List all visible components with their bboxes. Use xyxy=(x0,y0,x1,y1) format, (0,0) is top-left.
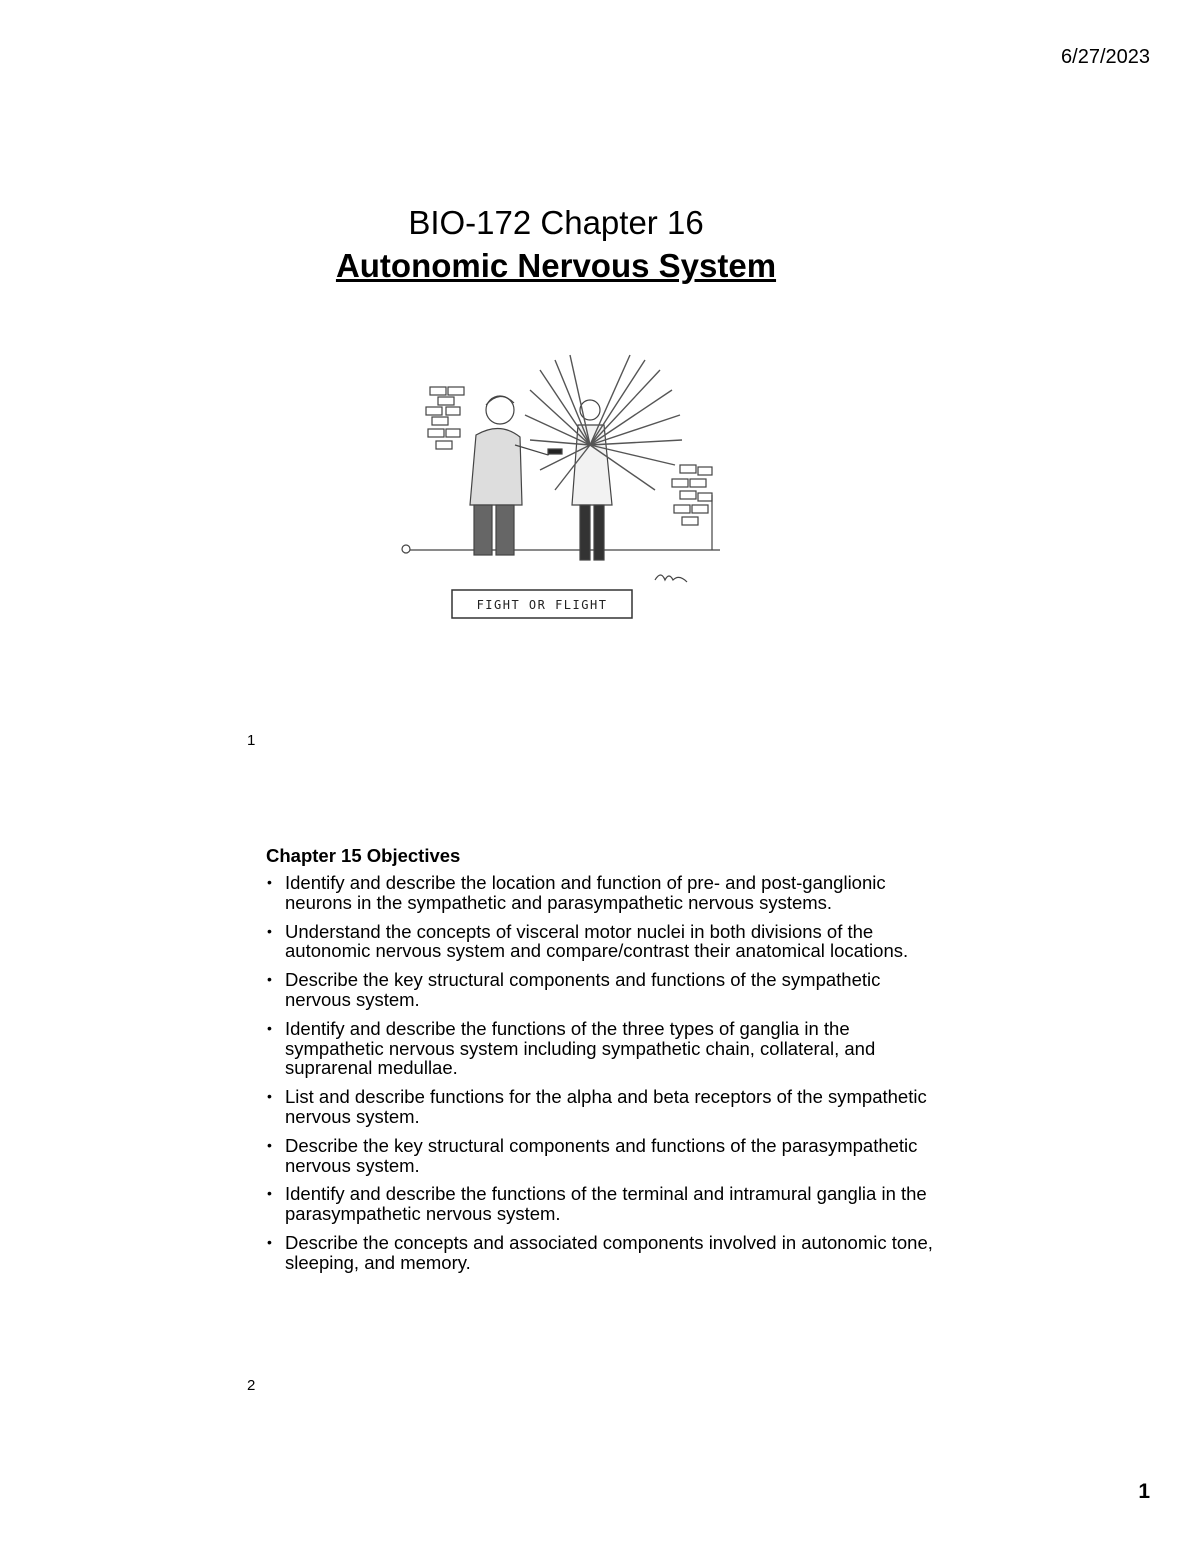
chapter-subject-title: Autonomic Nervous System xyxy=(335,247,777,284)
list-item xyxy=(266,1019,946,1078)
objective-text: Describe the key structural components and functions of the sympathetic nervous system. xyxy=(285,969,881,1010)
objective-text: Identify and describe the location and function of pre- and post-ganglionic neurons in the sympathetic and parasympathetic nervous systems. xyxy=(285,872,886,913)
list-item xyxy=(266,1087,946,1127)
bullet-icon: • xyxy=(267,922,272,939)
cartoon-caption: FIGHT OR FLIGHT xyxy=(476,598,608,612)
objective-text: Understand the concepts of visceral motor nuclei in both divisions of the autonomic nervous system and compare/contrast their anatomical locations. xyxy=(285,920,909,962)
objective-text: Describe the key structural components and functions of the parasympathetic nervous system. xyxy=(285,1134,918,1176)
bullet-icon: • xyxy=(267,1019,272,1036)
list-item xyxy=(266,1233,946,1273)
objectives-list xyxy=(266,873,946,1273)
objective-text: Identify and describe the functions of the three types of ganglia in the sympathetic nervous system including sympathetic chain, collateral, and suprarenal medullae. xyxy=(285,1017,876,1079)
bullet-icon: • xyxy=(267,1136,272,1153)
objectives-heading: Chapter 15 Objectives xyxy=(266,845,461,866)
print-date: 6/27/2023 xyxy=(1061,46,1150,68)
bullet-icon: • xyxy=(267,1233,272,1250)
list-item xyxy=(266,1136,946,1176)
objective-text: List and describe functions for the alpha and beta receptors of the sympathetic nervous system. xyxy=(285,1086,927,1127)
page-number: 1 xyxy=(1138,1480,1150,1503)
list-item xyxy=(266,970,946,1010)
bullet-icon: • xyxy=(267,874,272,890)
slide-1-title-block xyxy=(0,202,1112,288)
bullet-icon: • xyxy=(267,1088,272,1105)
slide-number-1: 1 xyxy=(247,732,256,749)
course-title: BIO-172 Chapter 16 xyxy=(408,204,704,241)
objective-text: Describe the concepts and associated components involved in autonomic tone, sleeping, and memory. xyxy=(285,1231,933,1273)
bullet-icon: • xyxy=(267,971,272,988)
fight-or-flight-cartoon xyxy=(390,345,735,630)
list-item xyxy=(266,922,946,962)
list-item xyxy=(266,873,946,913)
slide-number-2: 2 xyxy=(247,1377,256,1394)
slide-2-objectives xyxy=(266,845,946,1282)
list-item xyxy=(266,1184,946,1224)
bullet-icon: • xyxy=(267,1185,272,1202)
objective-text: Identify and describe the functions of the terminal and intramural ganglia in the parasympathetic nervous system. xyxy=(285,1183,927,1225)
